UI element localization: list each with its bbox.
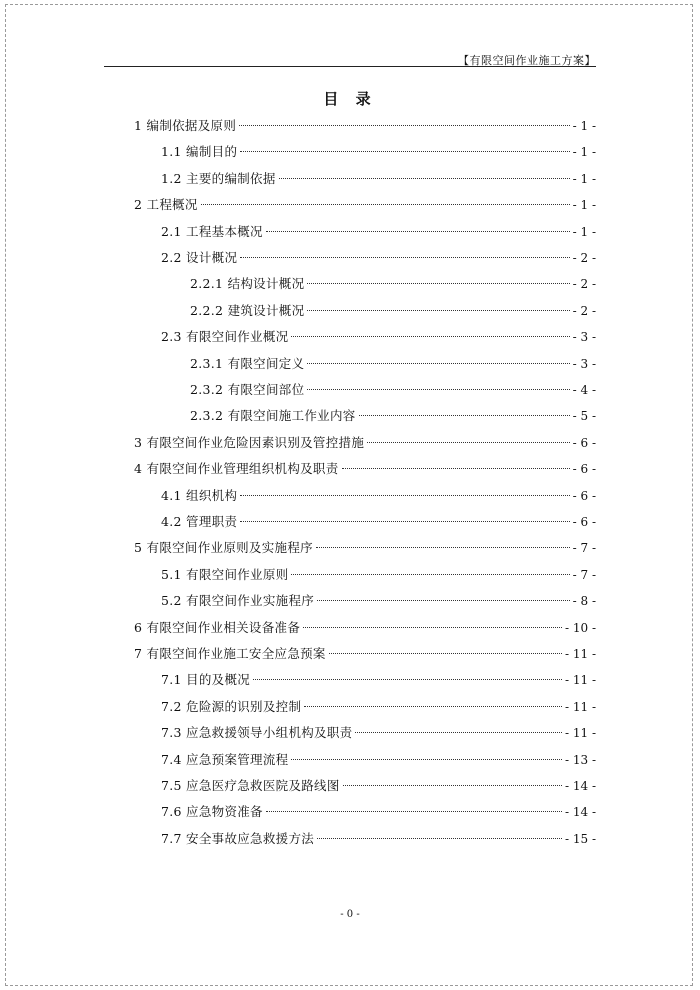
toc-dot-leader — [240, 257, 569, 258]
toc-entry-page: - 7 - — [572, 567, 596, 582]
toc-entry-page: - 3 - — [572, 356, 596, 371]
toc-entry[interactable] — [161, 799, 596, 825]
toc-entry[interactable] — [134, 113, 596, 139]
toc-entry-page: - 11 - — [564, 699, 596, 714]
toc-entry-label: 5 有限空间作业原则及实施程序 — [134, 540, 313, 556]
toc-entry-label: 7.6 应急物资准备 — [161, 804, 263, 820]
toc-entry-label: 7.5 应急医疗急救医院及路线图 — [161, 778, 340, 793]
toc-entry-page: - 1 - — [572, 198, 596, 213]
toc-entry-label: 5.2 有限空间作业实施程序 — [161, 593, 315, 609]
toc-entry-page: - 5 - — [572, 409, 596, 424]
toc-entry-page: - 1 - — [572, 224, 596, 239]
toc-entry-page: - 13 - — [564, 752, 596, 767]
toc-dot-leader — [240, 521, 569, 522]
toc-dot-leader — [240, 151, 569, 152]
toc-entry[interactable] — [161, 245, 596, 271]
toc-dot-leader — [343, 785, 562, 786]
toc-entry-label: 5.1 有限空间作业原则 — [161, 566, 289, 582]
toc-entry-page: - 1 - — [572, 145, 596, 160]
toc-entry-label: 4.1 组织机构 — [161, 487, 238, 503]
toc-entry-label: 7.2 危险源的识别及控制 — [161, 698, 302, 714]
toc-dot-leader — [367, 442, 569, 443]
toc-entry-label: 6 有限空间作业相关设备准备 — [134, 619, 301, 635]
toc-entry-label: 2.2.1 结构设计概况 — [190, 276, 305, 292]
toc-dot-leader — [291, 759, 562, 760]
toc-entry-page: - 11 - — [564, 726, 596, 741]
toc-entry[interactable] — [190, 403, 596, 429]
toc-dot-leader — [304, 706, 562, 707]
toc-entry-page: - 6 - — [572, 515, 596, 529]
toc-dot-leader — [307, 389, 569, 390]
toc-entry-label: 4.2 管理职责 — [161, 514, 238, 529]
toc-entry[interactable] — [190, 271, 596, 297]
toc-entry-label: 2.1 工程基本概况 — [161, 223, 263, 239]
toc-entry[interactable] — [161, 139, 596, 165]
toc-entry[interactable] — [161, 694, 596, 720]
toc-dot-leader — [316, 547, 570, 548]
toc-entry-page: - 14 - — [564, 779, 596, 793]
toc-entry[interactable] — [134, 615, 596, 641]
toc-dot-leader — [291, 336, 569, 337]
toc-entry-page: - 11 - — [564, 647, 596, 661]
toc-entry-label: 2.2.2 建筑设计概况 — [190, 302, 305, 318]
toc-dot-leader — [291, 574, 569, 575]
toc-entry-page: - 7 - — [572, 541, 596, 556]
toc-dot-leader — [239, 125, 569, 126]
toc-dot-leader — [355, 732, 562, 733]
toc-entry-page: - 15 - — [564, 831, 596, 846]
toc-entry[interactable] — [161, 562, 596, 588]
toc-entry-page: - 8 - — [572, 594, 596, 609]
toc-entry[interactable] — [190, 377, 596, 403]
toc-dot-leader — [279, 178, 570, 179]
toc-entry[interactable] — [161, 667, 596, 693]
toc-entry-page: - 6 - — [572, 462, 596, 477]
toc-entry[interactable] — [161, 483, 596, 509]
toc-entry-page: - 1 - — [572, 119, 596, 133]
toc-entry[interactable] — [134, 192, 596, 218]
toc-entry-label: 1.1 编制目的 — [161, 144, 238, 160]
toc-dot-leader — [307, 283, 569, 284]
toc-entry-label: 2.2 设计概况 — [161, 250, 238, 265]
toc-entry[interactable] — [161, 324, 596, 350]
toc-entry[interactable] — [134, 641, 596, 667]
toc-dot-leader — [253, 679, 562, 680]
toc-dot-leader — [266, 231, 570, 232]
toc-dot-leader — [307, 310, 569, 311]
toc-title: 目 录 — [323, 90, 377, 108]
toc-entry-page: - 6 - — [572, 488, 596, 503]
toc-entry-page: - 1 - — [572, 171, 596, 186]
toc-dot-leader — [240, 495, 569, 496]
toc-entry[interactable] — [190, 351, 596, 377]
toc-dot-leader — [317, 838, 562, 839]
toc-entry-label: 7.3 应急救援领导小组机构及职责 — [161, 725, 353, 741]
toc-dot-leader — [317, 600, 570, 601]
toc-entry[interactable] — [161, 509, 596, 535]
toc-entry[interactable] — [161, 773, 596, 799]
toc-entry[interactable] — [134, 456, 596, 482]
toc-entry-page: - 11 - — [564, 673, 596, 688]
toc-entry-label: 7 有限空间作业施工安全应急预案 — [134, 646, 326, 661]
toc-entry[interactable] — [161, 826, 596, 852]
toc-entry-label: 2.3.2 有限空间施工作业内容 — [190, 408, 356, 424]
toc-dot-leader — [359, 415, 570, 416]
header-rule — [104, 66, 596, 67]
toc-entry-page: - 14 - — [564, 805, 596, 820]
page-footer-number: - 0 - — [340, 909, 360, 920]
toc-dot-leader — [329, 653, 562, 654]
toc-entry[interactable] — [161, 720, 596, 746]
toc-entry-label: 2 工程概况 — [134, 197, 198, 213]
toc-entry-label: 2.3.1 有限空间定义 — [190, 355, 305, 371]
toc-entry[interactable] — [161, 166, 596, 192]
toc-entry-label: 3 有限空间作业危险因素识别及管控措施 — [134, 434, 365, 450]
toc-dot-leader — [266, 811, 562, 812]
toc-entry-page: - 4 - — [572, 383, 596, 397]
toc-entry-label: 2.3 有限空间作业概况 — [161, 329, 289, 345]
toc-entry[interactable] — [134, 535, 596, 561]
toc-entry-label: 7.7 安全事故应急救援方法 — [161, 830, 315, 846]
toc-entry-label: 7.4 应急预案管理流程 — [161, 751, 289, 767]
toc-dot-leader — [201, 204, 570, 205]
toc-entry-label: 1 编制依据及原则 — [134, 118, 237, 133]
toc-entry-page: - 10 - — [564, 620, 596, 635]
toc-dot-leader — [342, 468, 570, 469]
toc-entry-page: - 6 - — [572, 435, 596, 450]
toc-entry-label: 2.3.2 有限空间部位 — [190, 382, 305, 397]
toc-entry-label: 4 有限空间作业管理组织机构及职责 — [134, 461, 339, 477]
running-header: 【有限空间作业施工方案】 — [458, 54, 596, 67]
toc-entry[interactable] — [161, 747, 596, 773]
toc-entry[interactable] — [161, 219, 596, 245]
toc-dot-leader — [303, 627, 562, 628]
toc-entry[interactable] — [190, 298, 596, 324]
toc-entry-page: - 2 - — [572, 251, 596, 265]
toc-entry-page: - 3 - — [572, 330, 596, 345]
toc-dot-leader — [307, 363, 569, 364]
toc-entry-page: - 2 - — [572, 277, 596, 292]
toc-entry-label: 7.1 目的及概况 — [161, 672, 251, 688]
toc-entry[interactable] — [161, 588, 596, 614]
toc-entry-label: 1.2 主要的编制依据 — [161, 170, 276, 186]
toc-entry[interactable] — [134, 430, 596, 456]
toc-entry-page: - 2 - — [572, 303, 596, 318]
